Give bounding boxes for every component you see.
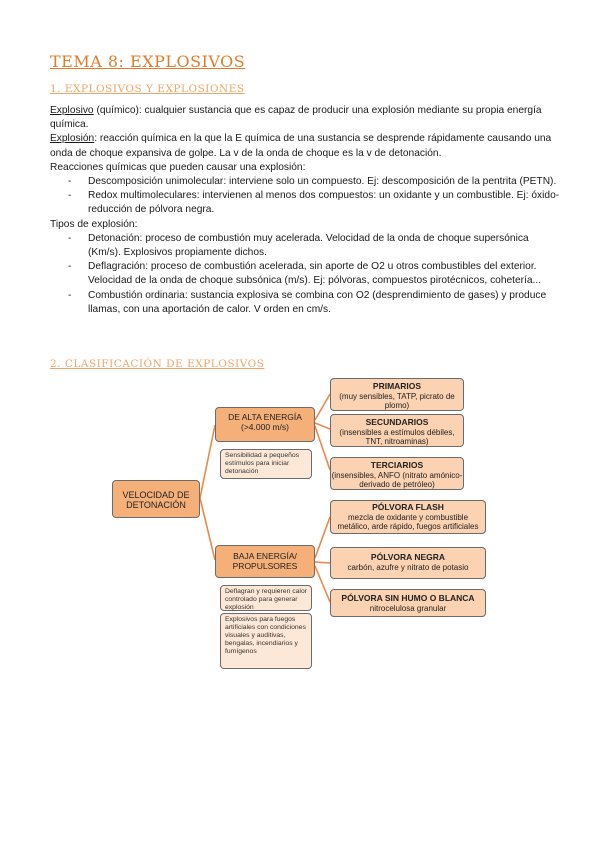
node-polvora-sin-humo — [330, 589, 486, 617]
node-title: PÓLVORA SIN HUMO O BLANCA — [341, 593, 475, 603]
node-description: (insensibles a estímulos débiles, TNT, nitroaminas) — [339, 427, 455, 446]
node-label: VELOCIDAD DE DETONACIÓN — [122, 490, 190, 510]
connector-line — [315, 566, 330, 602]
definition-text: (químico): cualquier sustancia que es capaz de producir una explosión mediante su propia energía química. — [50, 105, 542, 131]
node-label: BAJA ENERGÍA/ PROPULSORES — [232, 551, 298, 571]
page-title: TEMA 8: EXPLOSIVOS — [50, 52, 246, 71]
node-title: SECUNDARIOS — [365, 417, 429, 427]
node-primarios — [330, 378, 464, 411]
node-terciarios — [330, 457, 464, 490]
connector-line — [315, 423, 330, 429]
connector-line — [315, 426, 330, 470]
list-item: - Detonación: proceso de combustión muy acelerada. Velocidad de la onda de choque supersónica (Km/s). Explosivos propiamente dichos. — [50, 232, 560, 260]
list-item: - Descomposición unimolecular: interviene solo un compuesto. Ej: descomposición de la pentrita (PETN). — [50, 175, 560, 189]
node-secundarios — [330, 414, 464, 447]
connector-line — [315, 562, 330, 563]
note-alta-energia: Sensibilidad a pequeños estímulos para iniciar detonación — [220, 449, 312, 479]
connector-line — [200, 425, 215, 498]
node-description: (muy sensibles, TATP, picrato de plomo) — [339, 391, 455, 410]
connector-line — [200, 498, 215, 560]
node-label: DE ALTA ENERGÍA (>4.000 m/s) — [228, 412, 302, 432]
node-description: carbón, azufre y nitrato de potasio — [347, 562, 469, 572]
list-item: - Deflagración: proceso de combustión acelerada, sin aporte de O2 u otros combustibles del exterior. Velocidad de la onda de choque subsónica (m/s). Ej: pólvoras, compuestos pirotécnicos, cohetería... — [50, 260, 560, 288]
node-title: PÓLVORA NEGRA — [370, 552, 446, 562]
connector-line — [315, 394, 330, 420]
tipos-intro: Tipos de explosión: — [50, 218, 138, 230]
definition-text: : reacción química en la que la E química de una sustancia se desprende rápidamente causando una onda de choque expansiva de golpe. La v de la onda de choque es la v de detonación. — [50, 133, 552, 159]
node-description: nitrocelulosa granular — [369, 603, 447, 613]
note-baja-energia-2: Explosivos para fuegos artificiales con condiciones visuales y auditivas, bengalas, incendiarios y fumígenos — [220, 613, 312, 669]
node-title: PÓLVORA FLASH — [372, 502, 444, 512]
term-explosion: Explosión — [50, 133, 95, 145]
reacciones-intro: Reacciones químicas que pueden causar una explosión: — [50, 161, 306, 173]
section-heading-2: 2. CLASIFICACIÓN DE EXPLOSIVOS — [50, 358, 265, 370]
node-baja-energia — [215, 545, 315, 578]
list-item: - Redox multimoleculares: intervienen al menos dos compuestos: un oxidante y un combustible. Ej: óxido-reducción de pólvora negra. — [50, 189, 560, 217]
node-alta-energia — [215, 407, 315, 442]
term-explosivo: Explosivo — [50, 105, 94, 116]
node-description: mezcla de oxidante y combustible metálico, arde rápido, fuegos artificiales — [337, 512, 479, 531]
note-baja-energia-1: Deflagran y requieren calor controlado para generar explosión — [220, 585, 312, 611]
connector-line — [315, 517, 330, 558]
root-node-velocidad-detonacion — [112, 480, 200, 518]
node-polvora-negra — [330, 547, 486, 579]
list-item: - Combustión ordinaria: sustancia explosiva se combina con O2 (desprendimiento de gases) y produce llamas, con una aportación de calor. V orden en cm/s. — [50, 289, 560, 317]
node-polvora-flash — [330, 500, 486, 534]
node-description: (insensibles, ANFO (nitrato amónico-derivado de petróleo) — [331, 470, 463, 489]
section-heading-1: 1. EXPLOSIVOS Y EXPLOSIONES — [50, 83, 245, 95]
node-title: PRIMARIOS — [372, 381, 422, 391]
node-title: TERCIARIOS — [370, 460, 424, 470]
